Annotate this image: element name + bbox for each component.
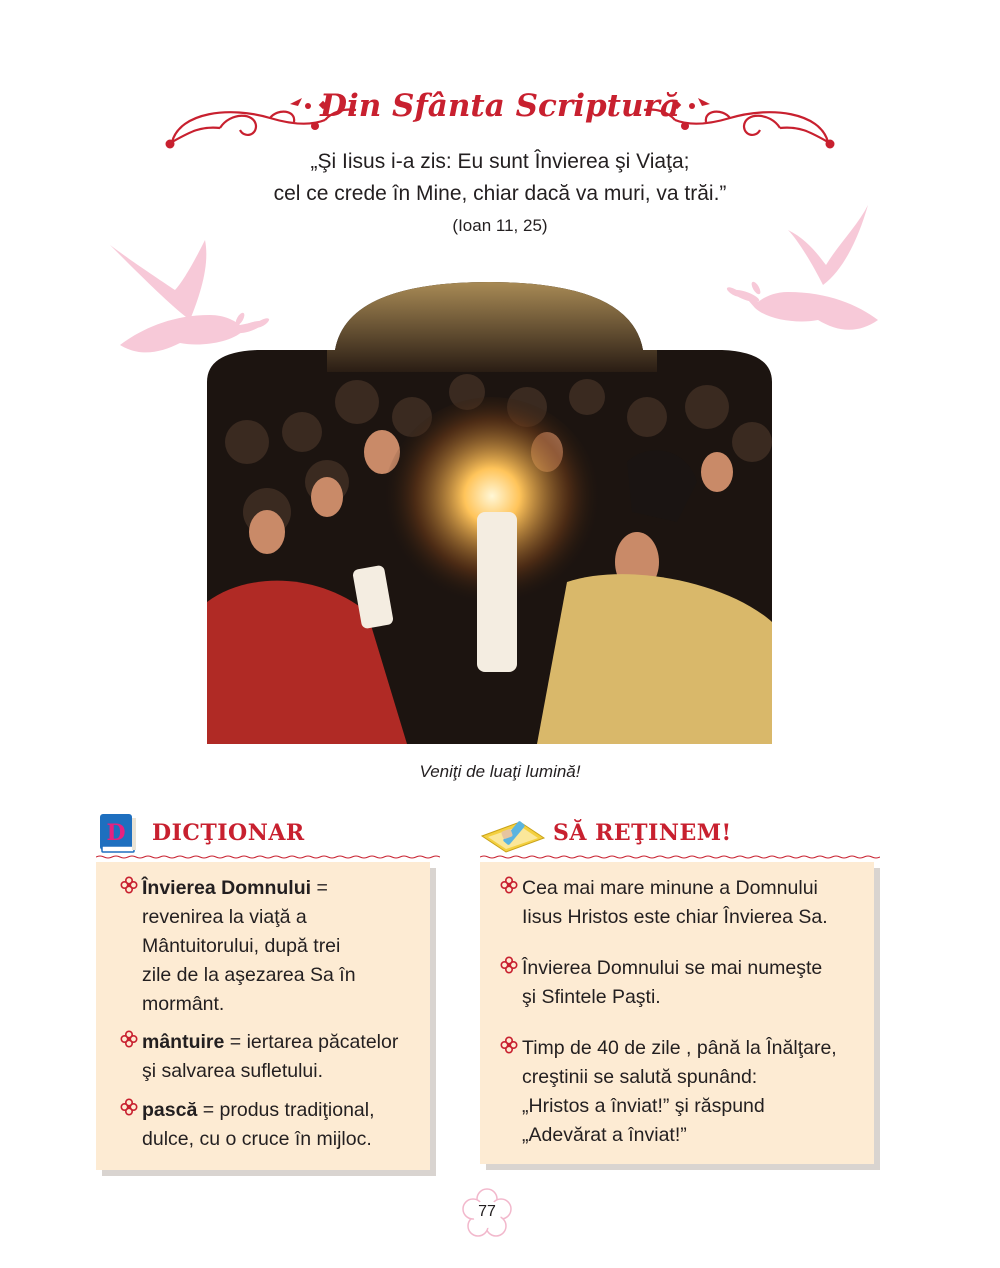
easter-light-photo — [207, 282, 772, 744]
dictionary-entry-head — [142, 1028, 432, 1057]
dictionary-underline — [96, 855, 440, 859]
remember-underline — [480, 855, 880, 859]
photo-caption: Veniţi de luaţi lumină! — [419, 762, 581, 781]
quote-line-1: „Şi Iisus i-a zis: Eu sunt Învierea şi Viaţa; — [310, 150, 690, 173]
dictionary-term: mântuire — [142, 1031, 225, 1053]
remember-item — [522, 1034, 868, 1150]
flower-bullet-icon — [120, 1098, 138, 1116]
remember-line: creştinii se salută spunând: — [522, 1066, 758, 1088]
quote-line-2: cel ce crede în Mine, chiar dacă va muri, va trăi.” — [273, 182, 727, 205]
remember-line: Iisus Hristos este chiar Învierea Sa. — [522, 906, 828, 928]
dictionary-term: Învierea Domnului — [142, 877, 312, 899]
dictionary-entry-head — [142, 874, 422, 903]
dictionary-book-icon — [96, 812, 140, 854]
remember-line: Cea mai mare minune a Domnului — [522, 877, 818, 899]
dictionary-sep: = produs tradiţional, — [197, 1099, 375, 1121]
page-title: Din Sfânta Scriptură — [320, 88, 680, 124]
dictionary-entry-head — [142, 1096, 432, 1125]
remember-line: Timp de 40 de zile , până la Înălţare, — [522, 1037, 837, 1059]
dictionary-title: DICŢIONAR — [152, 820, 305, 846]
remember-line: „Hristos a înviat!” şi răspund — [522, 1095, 765, 1117]
flower-bullet-icon — [500, 1036, 518, 1054]
dictionary-entry — [142, 1028, 432, 1086]
remember-item — [522, 874, 868, 932]
dictionary-entry — [142, 1096, 432, 1154]
dictionary-sep: = — [311, 877, 328, 899]
dictionary-term: pască — [142, 1099, 198, 1121]
dictionary-line: Mântuitorului, după trei — [142, 935, 341, 957]
page-number: 77 — [478, 1203, 496, 1220]
dictionary-line: dulce, cu o cruce în mijloc. — [142, 1128, 372, 1150]
remember-line: „Adevărat a înviat!” — [522, 1124, 687, 1146]
remember-title: SĂ REŢINEM! — [553, 820, 732, 846]
scripture-reference: (Ioan 11, 25) — [452, 216, 548, 235]
remember-line: şi Sfintele Paşti. — [522, 986, 661, 1008]
flower-bullet-icon — [500, 956, 518, 974]
dictionary-line: revenirea la viaţă a — [142, 906, 307, 928]
flower-bullet-icon — [120, 1030, 138, 1048]
pencil-notebook-icon — [480, 816, 546, 854]
dictionary-icon-letter: D — [106, 820, 126, 846]
remember-line: Învierea Domnului se mai numeşte — [522, 957, 823, 979]
flower-bullet-icon — [120, 876, 138, 894]
remember-item — [522, 954, 868, 1012]
flower-bullet-icon — [500, 876, 518, 894]
dictionary-line: zile de la aşezarea Sa în — [142, 964, 356, 986]
dictionary-entry — [142, 874, 422, 1019]
dictionary-line: mormânt. — [142, 993, 225, 1015]
dictionary-line: şi salvarea sufletului. — [142, 1060, 324, 1082]
dictionary-sep: = iertarea păcatelor — [224, 1031, 399, 1053]
